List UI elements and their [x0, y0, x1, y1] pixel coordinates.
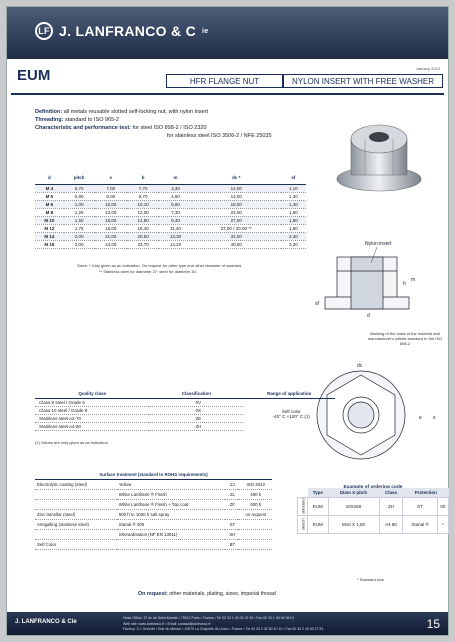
definition-label: Definition:: [35, 109, 63, 115]
surface-cell: [117, 539, 226, 549]
order-cell: 00: [437, 497, 448, 515]
dims-cell: 14,80: [127, 216, 159, 224]
dim-sf-label: sf: [315, 301, 319, 307]
dims-row: [35, 208, 306, 216]
dims-cell: 7,30: [159, 208, 191, 216]
definition-text: all metals reusable slotted self-locking nut, with nylon insert: [63, 109, 209, 115]
surface-cell: 400 h: [238, 489, 272, 499]
surface-cell: White Lanthane ® Finish: [117, 489, 226, 499]
order-cell: *: [437, 515, 448, 533]
surface-row: [35, 529, 272, 539]
dims-cell: 1,40: [281, 200, 306, 208]
footer-bar: [7, 612, 448, 635]
dims-cell: M 6: [35, 200, 64, 208]
dims-cell: 18,40: [127, 224, 159, 232]
dim-s-label: s: [433, 415, 436, 421]
surface-cell: [238, 519, 272, 529]
qcol-classification: Classification: [149, 390, 243, 398]
catalog-page: [6, 6, 449, 636]
dims-cell: 8,70: [127, 192, 159, 200]
surface-cell: Antigalling (stainless steel): [35, 519, 117, 529]
footer-line3: Factory: Z.I. Orchidé • Rue du Mérant • 10570 La Chapelle-St-Union • France • Tel 00 33 2 40 50 10 10 • Fax 00 33 2 40 50 27 81: [123, 627, 324, 631]
brand-sup: ie: [202, 27, 209, 35]
dims-cell: 2,00: [64, 240, 95, 248]
dims-cell: 11,40: [159, 224, 191, 232]
dim-h-label: h: [403, 281, 406, 287]
dimensions-table: [35, 172, 306, 249]
dims-cell: 13,30: [159, 232, 191, 240]
dims-cell: 0,80: [64, 192, 95, 200]
dims-cell: 23,70: [127, 240, 159, 248]
dims-cell: 18,00: [192, 200, 281, 208]
surface-cell: ST: [225, 519, 237, 529]
ordering-table: [297, 488, 449, 534]
order-side-label: sketch: [298, 515, 308, 533]
dim-dc-label: dc: [357, 363, 363, 369]
dims-cell: M 16: [35, 240, 64, 248]
brand-logo: [35, 22, 208, 40]
dim-m-label: m: [411, 277, 416, 283]
characteristic-label: Characteristic and performance test:: [35, 125, 131, 131]
dims-cell: M 12: [35, 224, 64, 232]
dims-row: [35, 200, 306, 208]
surface-row: [35, 499, 272, 509]
surface-cell: 600 h: [238, 499, 272, 509]
q-row1-code: 0X: [149, 406, 243, 414]
on-request-label: On request:: [138, 591, 168, 597]
ocol-type: Type: [308, 488, 329, 497]
dims-cell: 14,00: [192, 192, 281, 200]
dims-cell: 10,10: [127, 200, 159, 208]
dims-cell: 1,30: [281, 192, 306, 200]
dims-row: [35, 184, 306, 192]
surface-row: [35, 519, 272, 529]
q-row2-class: Stainless steel A2-70: [35, 414, 149, 422]
surface-cell: [238, 539, 272, 549]
dims-cell: 8,40: [159, 216, 191, 224]
dim-d-label: d: [367, 313, 370, 319]
dims-cell: 14,20: [159, 240, 191, 248]
dims-cell: 1,80: [281, 216, 306, 224]
dims-cell: 22,00: [192, 208, 281, 216]
characteristic-text1: for steel ISO 898-2 / ISO 2320: [132, 125, 207, 131]
characteristic-text2: for stainless steel ISO 3506-2 / NFE 25035: [167, 133, 272, 139]
q-range2: -40° C +120° C (1): [272, 414, 310, 420]
surface-cell: White Lanthane ® Finish + Top coat: [117, 499, 226, 509]
threading-label: Threading:: [35, 117, 64, 123]
order-cell: A4 80: [379, 515, 403, 533]
order-cell: Stanal ®: [403, 515, 437, 533]
ordering-note: * Standard size: [357, 577, 385, 582]
logo-mark-icon: LF: [35, 22, 53, 40]
ocol-class: Class: [379, 488, 403, 497]
surface-cell: ISO 4042: [238, 479, 272, 489]
dims-row: [35, 240, 306, 248]
surface-row: [35, 509, 272, 519]
surface-header: Surface treatment (standard to ROHS requirements): [35, 470, 272, 479]
surface-row: [35, 539, 272, 549]
surface-cell: SH: [225, 529, 237, 539]
title-left: HFR FLANGE NUT: [166, 74, 283, 88]
ocol-protection: Protection: [403, 488, 449, 497]
dims-cell: 3,30: [159, 184, 191, 192]
dims-cell: 24,00: [95, 240, 127, 248]
marking-note: Marking of the class of the material and manufacturer's initials standard to the ISO 898-2: [367, 331, 443, 346]
surface-cell: BT: [225, 539, 237, 549]
dims-cell: 13,00: [95, 208, 127, 216]
surface-cell: [35, 489, 117, 499]
surface-cell: ZL: [225, 489, 237, 499]
dims-cell: 10,00: [95, 200, 127, 208]
col-dc: dc *: [192, 172, 281, 184]
dims-cell: 4,50: [159, 192, 191, 200]
dims-cell: M 5: [35, 192, 64, 200]
ocol-diam: Diam X pitch: [328, 488, 379, 497]
col-pitch: pitch: [64, 172, 95, 184]
surface-table: [35, 470, 272, 550]
dims-note1: Sizes: * Only given as an indication. On request for other type and other diameter of washers: [77, 263, 242, 268]
dims-cell: M 8: [35, 208, 64, 216]
surface-cell: ZF: [225, 499, 237, 509]
on-request: [138, 591, 276, 597]
quality-note: (1) Values are only given as an indication: [35, 440, 108, 445]
page-number: 15: [426, 617, 440, 631]
dims-cell: M 4: [35, 184, 64, 192]
qcol-range: Range of application: [243, 390, 335, 398]
order-row: [298, 515, 449, 533]
dims-row: [35, 216, 306, 224]
dims-cell: 1,10: [281, 184, 306, 192]
surface-cell: ZJ: [225, 479, 237, 489]
product-code: EUM: [17, 67, 51, 84]
dims-cell: 7,70: [127, 184, 159, 192]
footer-line1: Head Office: 37 av de Saint-Mandé • 75012 Paris • France • Tel 00 33 1 40 04 02 30 • Fax 00 33 1 40 04 06 01: [123, 616, 295, 620]
nut-photo: [333, 115, 425, 197]
dims-cell: M 10: [35, 216, 64, 224]
order-cell: ZH: [379, 497, 403, 515]
col-s: s: [95, 172, 127, 184]
dims-notes: [77, 263, 241, 275]
dims-cell: 12,00: [192, 184, 281, 192]
q-row3-class: Stainless steel A4-80: [35, 422, 149, 430]
title-right: NYLON INSERT WITH FREE WASHER: [283, 74, 443, 88]
surface-cell: Stanal ® 400: [117, 519, 226, 529]
surface-cell: 600 h to 1000 h salt spray: [117, 509, 226, 519]
surface-row: [35, 489, 272, 499]
surface-cell: on request: [238, 509, 272, 519]
surface-cell: Zinc lamellar (steel): [35, 509, 117, 519]
dims-cell: 1,80: [281, 224, 306, 232]
surface-cell: [35, 499, 117, 509]
on-request-text: other materials, plating, sizes, imperial thread: [169, 591, 276, 597]
surface-row: [35, 479, 272, 489]
order-cell: M10 X 1,50: [328, 515, 379, 533]
order-cell: EUM: [308, 515, 329, 533]
dims-cell: 12,00: [127, 208, 159, 216]
footer-logo: J. LANFRANCO & Cie: [15, 619, 77, 625]
quality-table: [35, 390, 335, 431]
dims-cell: 18,00: [95, 224, 127, 232]
nylon-insert-label: Nylon insert: [365, 241, 392, 247]
dims-note2: ** Stainless steel for diameter 27; steel for diameter 30.: [99, 269, 197, 274]
order-cell: ST: [403, 497, 437, 515]
dims-cell: 1,00: [64, 200, 95, 208]
header-bar: [7, 7, 448, 59]
order-cell: EUM: [308, 497, 329, 515]
q-row3-code: ZH: [149, 422, 243, 430]
footer-line2: Web site: www.lanfranco.fr • Email: contact@lanfranco.fr: [123, 621, 211, 626]
dim-e-label: e: [419, 415, 422, 421]
dims-cell: 27,00 / 30,00 **: [192, 224, 281, 232]
header-rule: [11, 93, 444, 95]
order-cell: 10X150: [328, 497, 379, 515]
col-d: d: [35, 172, 64, 184]
surface-cell: Sherardisation (NF EN 13811): [117, 529, 226, 539]
surface-cell: [238, 529, 272, 539]
definition-block: [35, 108, 272, 140]
surface-cell: Self Color: [35, 539, 117, 549]
dims-cell: 27,00: [192, 216, 281, 224]
dims-cell: 40,00: [192, 240, 281, 248]
surface-cell: [35, 529, 117, 539]
dims-cell: 1,75: [64, 224, 95, 232]
q-row0-class: Class 8 steel / Grade 5: [35, 398, 149, 406]
dims-cell: 3,20: [281, 240, 306, 248]
technical-drawing: [307, 235, 447, 485]
order-row: [298, 497, 449, 515]
q-range: [243, 398, 335, 430]
threading-text: standard to ISO 965-2: [64, 117, 120, 123]
q-row0-code: 0V: [149, 398, 243, 406]
dims-cell: 20,50: [127, 232, 159, 240]
qcol-quality: Quality class: [35, 390, 149, 398]
dims-cell: 7,00: [95, 184, 127, 192]
dims-cell: 2,00: [64, 232, 95, 240]
dims-cell: 16,00: [95, 216, 127, 224]
col-b: b: [127, 172, 159, 184]
dims-cell: 1,50: [64, 216, 95, 224]
dims-cell: 5,60: [159, 200, 191, 208]
q-row1-class: Class 10 steel / Grade 8: [35, 406, 149, 414]
order-side-label: standard: [298, 497, 308, 515]
dims-cell: 0,70: [64, 184, 95, 192]
dims-cell: 21,00: [95, 232, 127, 240]
dims-cell: 2,40: [281, 232, 306, 240]
surface-cell: Yellow: [117, 479, 226, 489]
dims-row: [35, 224, 306, 232]
edition-date: January 2013: [415, 66, 440, 71]
footer-address: [123, 616, 323, 633]
dims-cell: 1,25: [64, 208, 95, 216]
dims-cell: 1,60: [281, 208, 306, 216]
surface-cell: [225, 509, 237, 519]
dims-row: [35, 192, 306, 200]
q-row2-code: ZE: [149, 414, 243, 422]
brand-name: J. LANFRANCO & C: [59, 23, 197, 39]
surface-cell: Electrolytic coating (steel): [35, 479, 117, 489]
dims-cell: M 14: [35, 232, 64, 240]
dims-cell: 32,00: [192, 232, 281, 240]
dims-cell: 8,00: [95, 192, 127, 200]
dims-row: [35, 232, 306, 240]
q-range1: Self color: [281, 409, 301, 415]
col-m: m: [159, 172, 191, 184]
col-sf: sf: [281, 172, 306, 184]
